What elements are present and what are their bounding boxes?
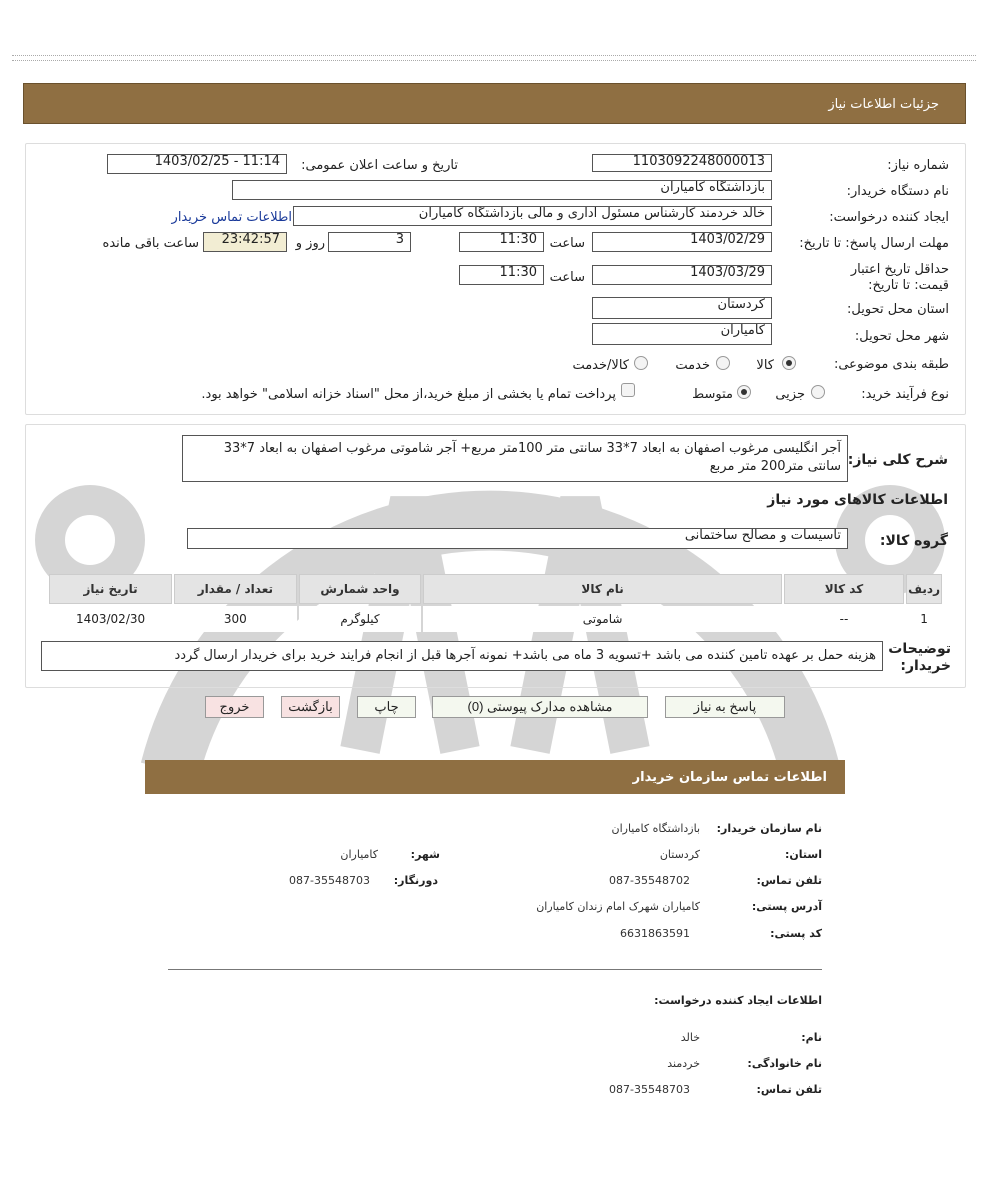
org-label: نام سازمان خریدار: xyxy=(716,822,822,835)
city-contact-label: شهر: xyxy=(410,848,440,861)
notes-label: توضیحات خریدار: xyxy=(888,641,951,674)
print-button[interactable]: چاپ xyxy=(357,696,416,718)
creator-field: خالد خردمند کارشناس مسئول اداری و مالی بازداشتگاه کامیاران xyxy=(293,206,772,226)
postal-label: کد پستی: xyxy=(770,927,822,940)
cell-row: 1 xyxy=(906,606,942,632)
goods-section-title: اطلاعات کالاهای مورد نیاز xyxy=(767,492,948,508)
process-radio-medium[interactable] xyxy=(737,385,751,399)
deadline-time-label: ساعت xyxy=(549,236,585,251)
need-number-field: 1103092248000013 xyxy=(592,154,772,172)
category-radio-service[interactable] xyxy=(716,356,730,370)
announce-label: تاریخ و ساعت اعلان عمومی: xyxy=(301,158,458,173)
org-value: بازداشتگاه کامیاران xyxy=(611,822,700,835)
province-contact-label: استان: xyxy=(785,848,822,861)
name-value: خالد xyxy=(680,1031,700,1044)
cell-quantity: 300 xyxy=(174,606,297,632)
category-option-both: کالا/خدمت xyxy=(572,358,629,373)
fax-value: 087-35548703 xyxy=(289,874,370,887)
address-value: کامیاران شهرک امام زندان کامیاران xyxy=(536,900,700,913)
process-option-medium: متوسط xyxy=(692,387,733,402)
creator-label: ایجاد کننده درخواست: xyxy=(829,210,949,225)
contact-divider xyxy=(168,969,822,970)
phone-value: 087-35548702 xyxy=(609,874,690,887)
fax-label: دورنگار: xyxy=(393,874,438,887)
city-contact-value: کامیاران xyxy=(340,848,378,861)
buyer-org-label: نام دستگاه خریدار: xyxy=(846,184,949,199)
city-field: کامیاران xyxy=(592,323,772,345)
category-option-goods: کالا xyxy=(756,358,774,373)
remaining-label: ساعت باقی مانده xyxy=(102,236,199,251)
validity-time-label: ساعت xyxy=(549,270,585,285)
province-label: استان محل تحویل: xyxy=(847,302,949,317)
col-code: کد کالا xyxy=(784,574,904,604)
city-label: شهر محل تحویل: xyxy=(854,329,949,344)
family-label: نام خانوادگی: xyxy=(747,1057,822,1070)
table-row xyxy=(49,606,942,632)
postal-value: 6631863591 xyxy=(620,927,690,940)
category-radio-both[interactable] xyxy=(634,356,648,370)
buyer-contact-link[interactable]: اطلاعات تماس خریدار xyxy=(171,210,292,225)
process-option-minor: جزیی xyxy=(775,387,805,402)
address-label: آدرس پستی: xyxy=(751,900,822,913)
cell-name: شاموتی xyxy=(423,606,781,632)
group-field: تاسیسات و مصالح ساختمانی xyxy=(187,528,848,549)
deadline-label: مهلت ارسال پاسخ: تا تاریخ: xyxy=(799,236,949,251)
treasury-checkbox[interactable] xyxy=(621,383,635,397)
validity-time-field: 11:30 xyxy=(459,265,544,285)
deadline-time-field: 11:30 xyxy=(459,232,544,252)
contact-header xyxy=(145,760,845,794)
col-date: تاریخ نیاز xyxy=(49,574,172,604)
validity-date-field: 1403/03/29 xyxy=(592,265,772,285)
description-label: شرح کلی نیاز: xyxy=(847,452,948,468)
category-label: طبقه بندی موضوعی: xyxy=(833,357,949,372)
goods-table xyxy=(47,572,944,634)
name-label: نام: xyxy=(801,1031,822,1044)
creator-phone-value: 087-35548703 xyxy=(609,1083,690,1096)
days-label: روز و xyxy=(295,236,325,251)
province-field: کردستان xyxy=(592,297,772,319)
cell-unit: کیلوگرم xyxy=(299,606,422,632)
category-option-service: خدمت xyxy=(675,358,710,373)
page-header xyxy=(23,83,966,124)
top-divider xyxy=(12,55,976,61)
reply-button[interactable]: پاسخ به نیاز xyxy=(665,696,785,718)
page-title: جزئیات اطلاعات نیاز xyxy=(828,97,939,112)
group-label: گروه کالا: xyxy=(879,533,948,549)
family-value: خردمند xyxy=(667,1057,700,1070)
validity-label: حداقل تاریخ اعتبار قیمت: تا تاریخ: xyxy=(850,262,949,293)
category-radio-goods[interactable] xyxy=(782,356,796,370)
cell-date: 1403/02/30 xyxy=(49,606,172,632)
col-unit: واحد شمارش xyxy=(299,574,422,604)
phone-label: تلفن تماس: xyxy=(756,874,822,887)
attachments-button[interactable]: مشاهده مدارک پیوستی (0) xyxy=(432,696,648,718)
payment-note: پرداخت تمام یا بخشی از مبلغ خرید،از محل "اسناد خزانه اسلامی" خواهد بود. xyxy=(201,387,616,402)
process-label: نوع فرآیند خرید: xyxy=(861,387,949,402)
buyer-org-field: بازداشتگاه کامیاران xyxy=(232,180,772,200)
exit-button[interactable]: خروج xyxy=(205,696,264,718)
notes-field: هزینه حمل بر عهده تامین کننده می باشد +تسویه 3 ماه می باشد+ نمونه آجرها قبل از انجام فرایند خرید برای خریدار ارسال گردد xyxy=(41,641,883,671)
col-name: نام کالا xyxy=(423,574,781,604)
process-radio-minor[interactable] xyxy=(811,385,825,399)
creator-phone-label: تلفن تماس: xyxy=(756,1083,822,1096)
creator-info-title: اطلاعات ایجاد کننده درخواست: xyxy=(654,994,822,1007)
province-contact-value: کردستان xyxy=(659,848,700,861)
remaining-time-field: 23:42:57 xyxy=(203,232,287,252)
need-number-label: شماره نیاز: xyxy=(887,158,949,173)
announce-field: 1403/02/25 - 11:14 xyxy=(107,154,287,174)
cell-code: -- xyxy=(784,606,904,632)
deadline-date-field: 1403/02/29 xyxy=(592,232,772,252)
days-field: 3 xyxy=(328,232,411,252)
contact-title: اطلاعات تماس سازمان خریدار xyxy=(632,770,827,785)
col-row: ردیف xyxy=(906,574,942,604)
description-field: آجر انگلیسی مرغوب اصفهان به ابعاد 7*33 سانتی متر 100متر مربع+ آجر شاموتی مرغوب اصفهان به ابعاد 7*33 سانتی متر200 متر مربع xyxy=(182,435,848,482)
table-header-row xyxy=(49,574,942,604)
back-button[interactable]: بازگشت xyxy=(281,696,340,718)
col-quantity: تعداد / مقدار xyxy=(174,574,297,604)
